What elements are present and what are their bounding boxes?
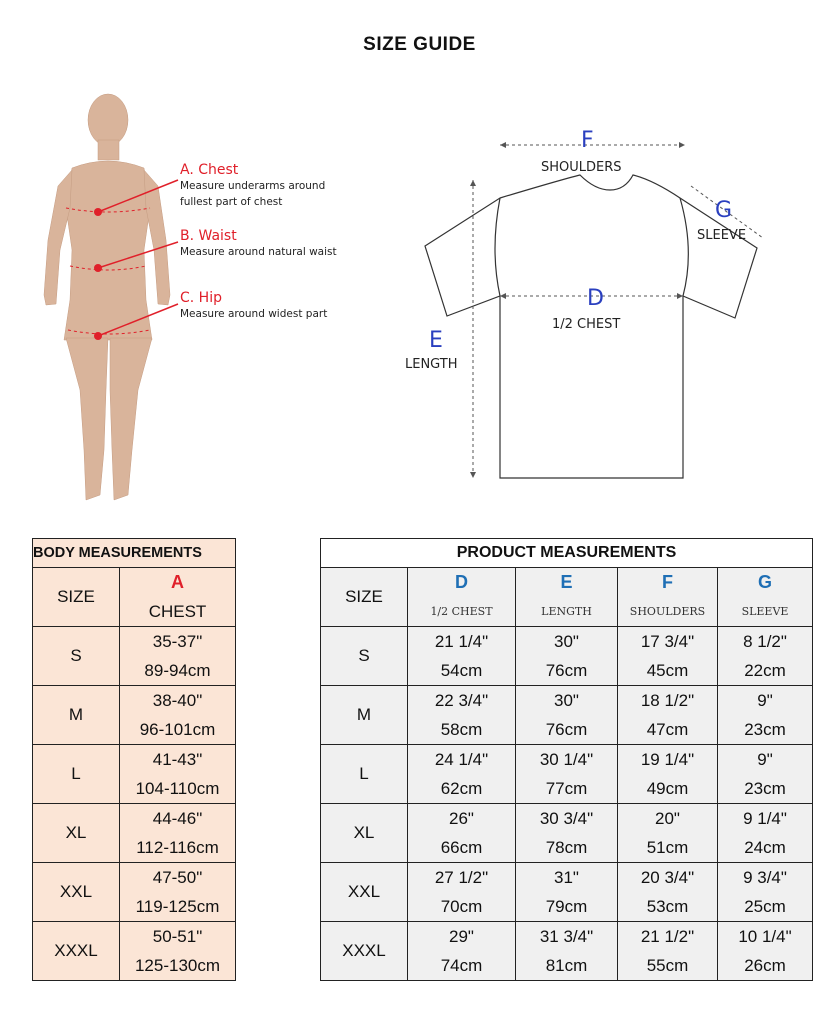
table-row: XXL 47-50" 119-125cm xyxy=(33,863,236,922)
table-title: PRODUCT MEASUREMENTS xyxy=(321,539,813,568)
column-header-sleeve: G SLEEVE xyxy=(718,568,813,627)
callout-chest: A. Chest Measure underarms around fullest part of chest xyxy=(180,162,326,208)
body-measurements-table xyxy=(32,538,236,981)
table-row: XL 44-46" 112-116cm xyxy=(33,804,236,863)
callout-waist: B. Waist Measure around natural waist xyxy=(180,228,337,258)
column-header-chest: A CHEST xyxy=(120,568,236,627)
table-row: L 24 1/4" 62cm 30 1/4" 77cm 19 1/4" 49cm 9" 23cm xyxy=(321,745,813,804)
table-row: L 41-43" 104-110cm xyxy=(33,745,236,804)
product-measurements-table xyxy=(320,538,813,981)
table-row: M 22 3/4" 58cm 30" 76cm 18 1/2" 47cm 9" 23cm xyxy=(321,686,813,745)
tshirt-outline-icon xyxy=(395,120,775,500)
table-title: BODY MEASUREMENTS xyxy=(33,539,236,568)
body-figure-illustration xyxy=(20,90,380,520)
table-row: XL 26" 66cm 30 3/4" 78cm 20" 51cm 9 1/4" 24cm xyxy=(321,804,813,863)
callout-hip: C. Hip Measure around widest part xyxy=(180,290,328,320)
column-header-shoulders: F SHOULDERS xyxy=(618,568,718,627)
column-header-half-chest: D 1/2 CHEST xyxy=(408,568,516,627)
table-row: XXXL 29" 74cm 31 3/4" 81cm 21 1/2" 55cm 10 1/4" 26cm xyxy=(321,922,813,981)
table-row: XXXL 50-51" 125-130cm xyxy=(33,922,236,981)
table-row: XXL 27 1/2" 70cm 31" 79cm 20 3/4" 53cm 9 3/4" 25cm xyxy=(321,863,813,922)
column-header-length: E LENGTH xyxy=(516,568,618,627)
column-header-size: SIZE xyxy=(321,568,408,627)
column-header-size: SIZE xyxy=(33,568,120,627)
table-row: S 21 1/4" 54cm 30" 76cm 17 3/4" 45cm 8 1/2" 22cm xyxy=(321,627,813,686)
tshirt-diagram: F SHOULDERS G SLEEVE D 1/2 CHEST E LENGTH xyxy=(395,120,775,500)
page-title: SIZE GUIDE xyxy=(363,34,476,55)
table-row: M 38-40" 96-101cm xyxy=(33,686,236,745)
table-row: S 35-37" 89-94cm xyxy=(33,627,236,686)
